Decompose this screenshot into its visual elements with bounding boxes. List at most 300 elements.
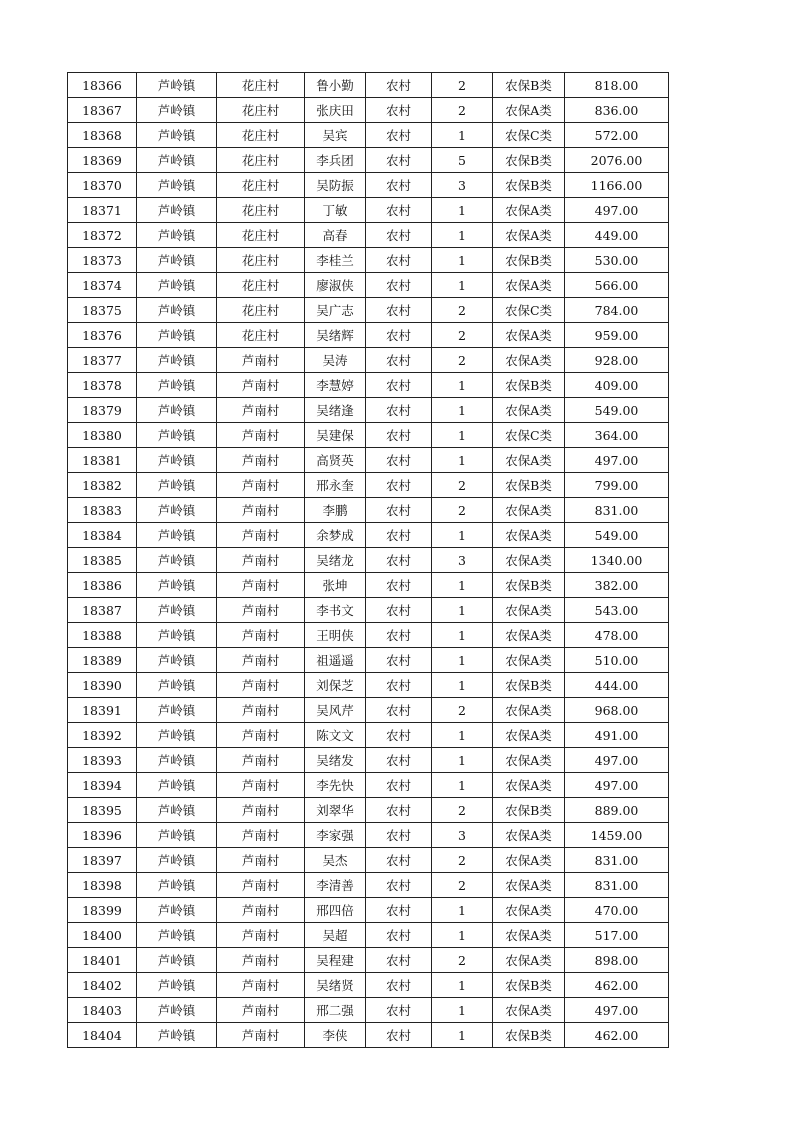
area-type-cell: 农村	[366, 273, 432, 298]
record-id-cell: 18387	[68, 598, 137, 623]
town-cell: 芦岭镇	[137, 873, 217, 898]
town-cell: 芦岭镇	[137, 273, 217, 298]
amount-cell: 517.00	[565, 923, 669, 948]
table-row	[68, 948, 669, 973]
name-cell: 吴绪发	[305, 748, 366, 773]
town-cell: 芦岭镇	[137, 673, 217, 698]
household-size-cell: 2	[432, 298, 493, 323]
household-size-cell: 2	[432, 73, 493, 98]
household-size-cell: 1	[432, 623, 493, 648]
table-row	[68, 398, 669, 423]
insurance-category-cell: 农保A类	[493, 98, 565, 123]
name-cell: 吴超	[305, 923, 366, 948]
village-cell: 芦南村	[217, 748, 305, 773]
town-cell: 芦岭镇	[137, 73, 217, 98]
table-row	[68, 248, 669, 273]
town-cell: 芦岭镇	[137, 723, 217, 748]
insurance-category-cell: 农保A类	[493, 848, 565, 873]
table-row	[68, 298, 669, 323]
table-row	[68, 548, 669, 573]
amount-cell: 497.00	[565, 748, 669, 773]
area-type-cell: 农村	[366, 73, 432, 98]
name-cell: 吴程建	[305, 948, 366, 973]
town-cell: 芦岭镇	[137, 248, 217, 273]
table-row	[68, 223, 669, 248]
village-cell: 芦南村	[217, 873, 305, 898]
town-cell: 芦岭镇	[137, 1023, 217, 1048]
name-cell: 吴防振	[305, 173, 366, 198]
village-cell: 芦南村	[217, 773, 305, 798]
insurance-category-cell: 农保A类	[493, 648, 565, 673]
table-row	[68, 673, 669, 698]
town-cell: 芦岭镇	[137, 473, 217, 498]
town-cell: 芦岭镇	[137, 423, 217, 448]
village-cell: 花庄村	[217, 123, 305, 148]
table-row	[68, 473, 669, 498]
insurance-category-cell: 农保A类	[493, 773, 565, 798]
village-cell: 芦南村	[217, 523, 305, 548]
area-type-cell: 农村	[366, 973, 432, 998]
amount-cell: 444.00	[565, 673, 669, 698]
name-cell: 邢永奎	[305, 473, 366, 498]
amount-cell: 831.00	[565, 498, 669, 523]
household-size-cell: 1	[432, 598, 493, 623]
village-cell: 芦南村	[217, 723, 305, 748]
area-type-cell: 农村	[366, 748, 432, 773]
insurance-category-cell: 农保C类	[493, 423, 565, 448]
amount-cell: 382.00	[565, 573, 669, 598]
household-size-cell: 2	[432, 498, 493, 523]
table-row	[68, 873, 669, 898]
village-cell: 芦南村	[217, 498, 305, 523]
record-id-cell: 18381	[68, 448, 137, 473]
town-cell: 芦岭镇	[137, 948, 217, 973]
town-cell: 芦岭镇	[137, 148, 217, 173]
insurance-category-cell: 农保A类	[493, 398, 565, 423]
area-type-cell: 农村	[366, 298, 432, 323]
household-size-cell: 1	[432, 973, 493, 998]
amount-cell: 497.00	[565, 448, 669, 473]
insurance-category-cell: 农保A类	[493, 823, 565, 848]
insurance-category-cell: 农保B类	[493, 148, 565, 173]
area-type-cell: 农村	[366, 673, 432, 698]
household-size-cell: 1	[432, 423, 493, 448]
household-size-cell: 2	[432, 873, 493, 898]
town-cell: 芦岭镇	[137, 448, 217, 473]
household-size-cell: 2	[432, 473, 493, 498]
village-cell: 花庄村	[217, 248, 305, 273]
village-cell: 花庄村	[217, 298, 305, 323]
record-id-cell: 18392	[68, 723, 137, 748]
household-size-cell: 1	[432, 923, 493, 948]
record-id-cell: 18391	[68, 698, 137, 723]
household-size-cell: 1	[432, 723, 493, 748]
amount-cell: 470.00	[565, 898, 669, 923]
household-size-cell: 1	[432, 673, 493, 698]
record-id-cell: 18378	[68, 373, 137, 398]
table-row	[68, 573, 669, 598]
household-size-cell: 1	[432, 448, 493, 473]
amount-cell: 799.00	[565, 473, 669, 498]
household-size-cell: 3	[432, 548, 493, 573]
name-cell: 李桂兰	[305, 248, 366, 273]
town-cell: 芦岭镇	[137, 898, 217, 923]
insurance-category-cell: 农保B类	[493, 373, 565, 398]
name-cell: 吴杰	[305, 848, 366, 873]
name-cell: 丁敏	[305, 198, 366, 223]
name-cell: 李鹏	[305, 498, 366, 523]
name-cell: 邢四倍	[305, 898, 366, 923]
amount-cell: 889.00	[565, 798, 669, 823]
record-id-cell: 18388	[68, 623, 137, 648]
record-id-cell: 18376	[68, 323, 137, 348]
amount-cell: 530.00	[565, 248, 669, 273]
name-cell: 鲁小勤	[305, 73, 366, 98]
record-id-cell: 18404	[68, 1023, 137, 1048]
record-id-cell: 18375	[68, 298, 137, 323]
area-type-cell: 农村	[366, 948, 432, 973]
amount-cell: 497.00	[565, 773, 669, 798]
name-cell: 祖遥遥	[305, 648, 366, 673]
record-id-cell: 18396	[68, 823, 137, 848]
record-id-cell: 18390	[68, 673, 137, 698]
amount-cell: 510.00	[565, 648, 669, 673]
household-size-cell: 1	[432, 898, 493, 923]
insurance-category-cell: 农保A类	[493, 898, 565, 923]
record-id-cell: 18383	[68, 498, 137, 523]
table-row	[68, 373, 669, 398]
area-type-cell: 农村	[366, 148, 432, 173]
name-cell: 吴绪龙	[305, 548, 366, 573]
name-cell: 李先快	[305, 773, 366, 798]
household-size-cell: 1	[432, 1023, 493, 1048]
village-cell: 花庄村	[217, 98, 305, 123]
village-cell: 芦南村	[217, 948, 305, 973]
record-id-cell: 18382	[68, 473, 137, 498]
record-id-cell: 18398	[68, 873, 137, 898]
town-cell: 芦岭镇	[137, 398, 217, 423]
village-cell: 芦南村	[217, 898, 305, 923]
record-id-cell: 18389	[68, 648, 137, 673]
table-row	[68, 998, 669, 1023]
table-body	[68, 73, 669, 1048]
name-cell: 李家强	[305, 823, 366, 848]
town-cell: 芦岭镇	[137, 748, 217, 773]
area-type-cell: 农村	[366, 523, 432, 548]
amount-cell: 928.00	[565, 348, 669, 373]
amount-cell: 462.00	[565, 973, 669, 998]
record-id-cell: 18377	[68, 348, 137, 373]
household-size-cell: 1	[432, 373, 493, 398]
insurance-category-cell: 农保B类	[493, 73, 565, 98]
area-type-cell: 农村	[366, 898, 432, 923]
town-cell: 芦岭镇	[137, 298, 217, 323]
insurance-category-cell: 农保A类	[493, 223, 565, 248]
town-cell: 芦岭镇	[137, 798, 217, 823]
area-type-cell: 农村	[366, 323, 432, 348]
name-cell: 李侠	[305, 1023, 366, 1048]
area-type-cell: 农村	[366, 248, 432, 273]
table-row	[68, 923, 669, 948]
table-row	[68, 523, 669, 548]
town-cell: 芦岭镇	[137, 523, 217, 548]
record-id-cell: 18394	[68, 773, 137, 798]
table-row	[68, 348, 669, 373]
table-row	[68, 498, 669, 523]
area-type-cell: 农村	[366, 548, 432, 573]
village-cell: 花庄村	[217, 223, 305, 248]
name-cell: 吴涛	[305, 348, 366, 373]
household-size-cell: 5	[432, 148, 493, 173]
table-row	[68, 173, 669, 198]
insurance-category-cell: 农保C类	[493, 123, 565, 148]
village-cell: 花庄村	[217, 323, 305, 348]
record-id-cell: 18399	[68, 898, 137, 923]
record-id-cell: 18397	[68, 848, 137, 873]
record-id-cell: 18373	[68, 248, 137, 273]
area-type-cell: 农村	[366, 723, 432, 748]
name-cell: 邢二强	[305, 998, 366, 1023]
household-size-cell: 2	[432, 848, 493, 873]
name-cell: 张坤	[305, 573, 366, 598]
amount-cell: 831.00	[565, 873, 669, 898]
town-cell: 芦岭镇	[137, 223, 217, 248]
record-id-cell: 18379	[68, 398, 137, 423]
record-id-cell: 18380	[68, 423, 137, 448]
table-row	[68, 623, 669, 648]
name-cell: 高春	[305, 223, 366, 248]
town-cell: 芦岭镇	[137, 598, 217, 623]
household-size-cell: 1	[432, 523, 493, 548]
amount-cell: 449.00	[565, 223, 669, 248]
amount-cell: 497.00	[565, 198, 669, 223]
town-cell: 芦岭镇	[137, 998, 217, 1023]
household-size-cell: 1	[432, 573, 493, 598]
town-cell: 芦岭镇	[137, 573, 217, 598]
name-cell: 吴绪逢	[305, 398, 366, 423]
amount-cell: 1340.00	[565, 548, 669, 573]
table-row	[68, 73, 669, 98]
household-size-cell: 2	[432, 98, 493, 123]
area-type-cell: 农村	[366, 473, 432, 498]
town-cell: 芦岭镇	[137, 173, 217, 198]
town-cell: 芦岭镇	[137, 623, 217, 648]
household-size-cell: 1	[432, 998, 493, 1023]
table-row	[68, 598, 669, 623]
record-id-cell: 18402	[68, 973, 137, 998]
town-cell: 芦岭镇	[137, 973, 217, 998]
village-cell: 芦南村	[217, 423, 305, 448]
table-row	[68, 798, 669, 823]
name-cell: 张庆田	[305, 98, 366, 123]
insurance-category-cell: 农保A类	[493, 523, 565, 548]
village-cell: 花庄村	[217, 73, 305, 98]
household-size-cell: 1	[432, 248, 493, 273]
area-type-cell: 农村	[366, 873, 432, 898]
name-cell: 吴风芹	[305, 698, 366, 723]
amount-cell: 1459.00	[565, 823, 669, 848]
town-cell: 芦岭镇	[137, 348, 217, 373]
name-cell: 李慧婷	[305, 373, 366, 398]
household-size-cell: 1	[432, 198, 493, 223]
insurance-category-cell: 农保A类	[493, 748, 565, 773]
village-cell: 芦南村	[217, 923, 305, 948]
name-cell: 李兵团	[305, 148, 366, 173]
household-size-cell: 2	[432, 348, 493, 373]
insurance-category-cell: 农保A类	[493, 998, 565, 1023]
household-size-cell: 1	[432, 123, 493, 148]
name-cell: 吴绪辉	[305, 323, 366, 348]
insurance-category-cell: 农保A类	[493, 873, 565, 898]
table-row	[68, 273, 669, 298]
area-type-cell: 农村	[366, 823, 432, 848]
record-id-cell: 18393	[68, 748, 137, 773]
insurance-category-cell: 农保B类	[493, 248, 565, 273]
household-size-cell: 3	[432, 823, 493, 848]
record-id-cell: 18371	[68, 198, 137, 223]
amount-cell: 478.00	[565, 623, 669, 648]
amount-cell: 2076.00	[565, 148, 669, 173]
name-cell: 吴绪贤	[305, 973, 366, 998]
record-id-cell: 18386	[68, 573, 137, 598]
village-cell: 芦南村	[217, 648, 305, 673]
village-cell: 芦南村	[217, 823, 305, 848]
name-cell: 余梦成	[305, 523, 366, 548]
area-type-cell: 农村	[366, 448, 432, 473]
village-cell: 花庄村	[217, 148, 305, 173]
amount-cell: 543.00	[565, 598, 669, 623]
area-type-cell: 农村	[366, 573, 432, 598]
insurance-category-cell: 农保A类	[493, 498, 565, 523]
record-id-cell: 18366	[68, 73, 137, 98]
household-size-cell: 1	[432, 398, 493, 423]
town-cell: 芦岭镇	[137, 123, 217, 148]
insurance-category-cell: 农保A类	[493, 273, 565, 298]
name-cell: 吴广志	[305, 298, 366, 323]
table-row	[68, 98, 669, 123]
area-type-cell: 农村	[366, 998, 432, 1023]
insurance-category-cell: 农保A类	[493, 623, 565, 648]
village-cell: 花庄村	[217, 198, 305, 223]
area-type-cell: 农村	[366, 923, 432, 948]
name-cell: 刘翠华	[305, 798, 366, 823]
insurance-category-cell: 农保B类	[493, 473, 565, 498]
household-size-cell: 2	[432, 798, 493, 823]
village-cell: 芦南村	[217, 798, 305, 823]
insurance-category-cell: 农保A类	[493, 548, 565, 573]
village-cell: 花庄村	[217, 173, 305, 198]
name-cell: 王明侠	[305, 623, 366, 648]
village-cell: 芦南村	[217, 373, 305, 398]
town-cell: 芦岭镇	[137, 698, 217, 723]
area-type-cell: 农村	[366, 773, 432, 798]
area-type-cell: 农村	[366, 423, 432, 448]
town-cell: 芦岭镇	[137, 373, 217, 398]
record-id-cell: 18401	[68, 948, 137, 973]
record-id-cell: 18400	[68, 923, 137, 948]
area-type-cell: 农村	[366, 373, 432, 398]
amount-cell: 549.00	[565, 398, 669, 423]
table-row	[68, 123, 669, 148]
record-id-cell: 18395	[68, 798, 137, 823]
name-cell: 廖淑侠	[305, 273, 366, 298]
amount-cell: 836.00	[565, 98, 669, 123]
name-cell: 李书文	[305, 598, 366, 623]
area-type-cell: 农村	[366, 623, 432, 648]
village-cell: 芦南村	[217, 573, 305, 598]
insurance-category-cell: 农保B类	[493, 673, 565, 698]
table-row	[68, 748, 669, 773]
amount-cell: 491.00	[565, 723, 669, 748]
insurance-category-cell: 农保B类	[493, 798, 565, 823]
village-cell: 芦南村	[217, 623, 305, 648]
insurance-category-cell: 农保A类	[493, 923, 565, 948]
town-cell: 芦岭镇	[137, 98, 217, 123]
table-row	[68, 648, 669, 673]
village-cell: 芦南村	[217, 598, 305, 623]
record-id-cell: 18403	[68, 998, 137, 1023]
insurance-category-cell: 农保A类	[493, 448, 565, 473]
area-type-cell: 农村	[366, 1023, 432, 1048]
insurance-category-cell: 农保B类	[493, 973, 565, 998]
table-row	[68, 773, 669, 798]
area-type-cell: 农村	[366, 98, 432, 123]
insurance-category-cell: 农保A类	[493, 598, 565, 623]
insurance-category-cell: 农保B类	[493, 1023, 565, 1048]
town-cell: 芦岭镇	[137, 848, 217, 873]
amount-cell: 784.00	[565, 298, 669, 323]
insurance-category-cell: 农保B类	[493, 173, 565, 198]
household-size-cell: 2	[432, 948, 493, 973]
table-row	[68, 423, 669, 448]
table-row	[68, 723, 669, 748]
amount-cell: 818.00	[565, 73, 669, 98]
town-cell: 芦岭镇	[137, 323, 217, 348]
area-type-cell: 农村	[366, 698, 432, 723]
town-cell: 芦岭镇	[137, 773, 217, 798]
amount-cell: 462.00	[565, 1023, 669, 1048]
village-cell: 芦南村	[217, 973, 305, 998]
town-cell: 芦岭镇	[137, 823, 217, 848]
village-cell: 芦南村	[217, 448, 305, 473]
table-row	[68, 448, 669, 473]
village-cell: 芦南村	[217, 673, 305, 698]
table-row	[68, 1023, 669, 1048]
record-id-cell: 18384	[68, 523, 137, 548]
record-id-cell: 18369	[68, 148, 137, 173]
record-id-cell: 18372	[68, 223, 137, 248]
area-type-cell: 农村	[366, 123, 432, 148]
town-cell: 芦岭镇	[137, 923, 217, 948]
village-cell: 芦南村	[217, 1023, 305, 1048]
table-row	[68, 698, 669, 723]
amount-cell: 364.00	[565, 423, 669, 448]
insurance-category-cell: 农保B类	[493, 573, 565, 598]
amount-cell: 959.00	[565, 323, 669, 348]
insurance-category-cell: 农保A类	[493, 698, 565, 723]
insurance-category-cell: 农保A类	[493, 323, 565, 348]
area-type-cell: 农村	[366, 223, 432, 248]
name-cell: 吴宾	[305, 123, 366, 148]
town-cell: 芦岭镇	[137, 548, 217, 573]
record-id-cell: 18367	[68, 98, 137, 123]
insurance-category-cell: 农保C类	[493, 298, 565, 323]
table-row	[68, 148, 669, 173]
area-type-cell: 农村	[366, 648, 432, 673]
village-cell: 芦南村	[217, 398, 305, 423]
name-cell: 陈文文	[305, 723, 366, 748]
household-size-cell: 3	[432, 173, 493, 198]
